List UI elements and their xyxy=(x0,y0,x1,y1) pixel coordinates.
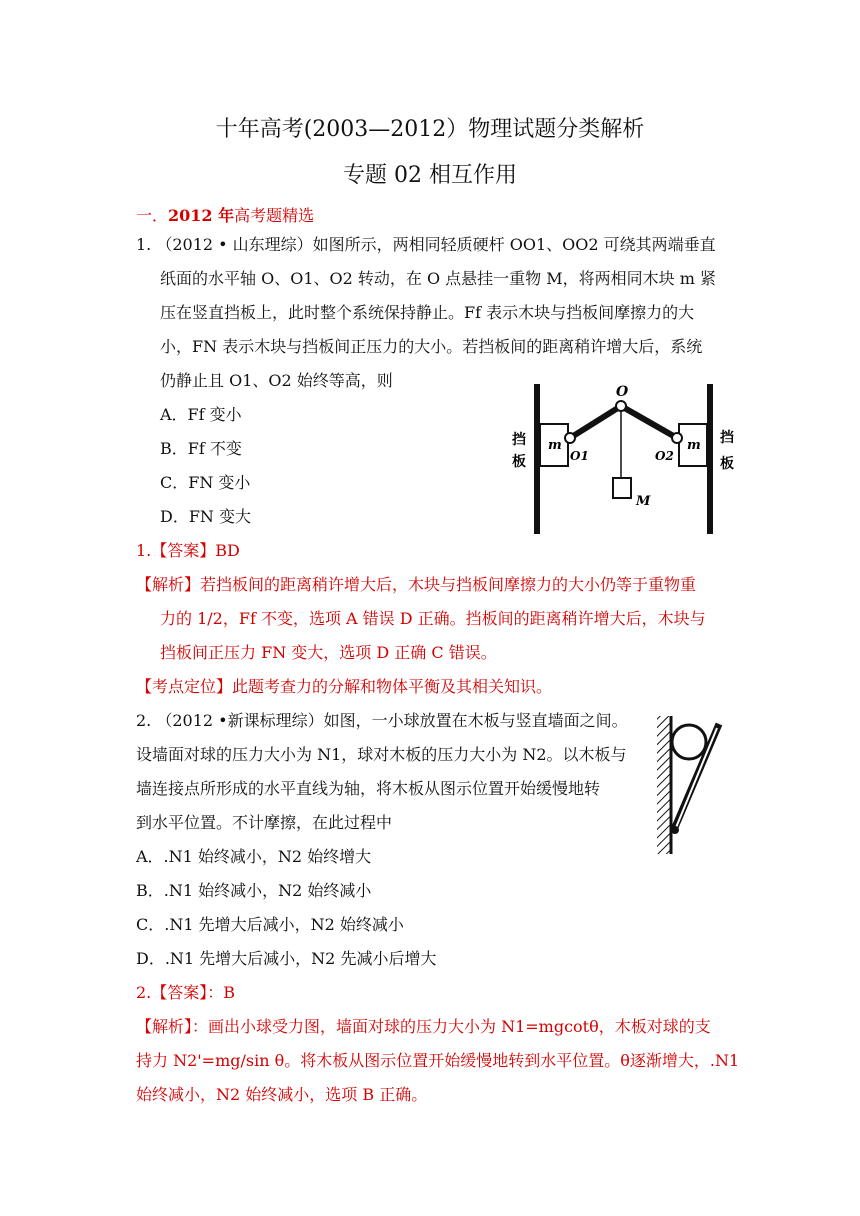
right-rod xyxy=(621,406,677,438)
label-baffle-left-2: 板 xyxy=(512,454,526,470)
q2-option-c: C．.N1 先增大后减小，N2 始终减小 xyxy=(136,915,404,934)
q2-analysis-3: 始终减小，N2 始终减小，选项 B 正确。 xyxy=(136,1085,428,1104)
q2-line-3: 墙连接点所形成的水平直线为轴，将木板从图示位置开始缓慢地转 xyxy=(136,779,601,798)
label-big-m: M xyxy=(636,494,651,509)
q1-line-1: 1. （2012 • 山东理综）如图所示，两相同轻质硬杆 OO1、OO2 可绕其两端垂直 xyxy=(136,235,716,254)
q1-option-a: A．Ff 变小 xyxy=(160,405,242,424)
label-o: O xyxy=(616,384,629,400)
label-m-right: m xyxy=(687,438,701,453)
hinge xyxy=(671,826,679,834)
label-o1: O1 xyxy=(570,449,589,463)
pivot-o xyxy=(616,401,626,411)
q2-line-4: 到水平位置。不计摩擦，在此过程中 xyxy=(136,813,393,832)
document-title: 十年高考(2003—2012）物理试题分类解析 xyxy=(215,117,645,142)
ball xyxy=(672,725,706,759)
q2-analysis-2: 持力 N2'=mg/sin θ。将木板从图示位置开始缓慢地转到水平位置。θ逐渐增大，.N1 xyxy=(136,1051,740,1070)
wall-hatching xyxy=(657,716,671,854)
q2-analysis-1: 【解析】：画出小球受力图，墙面对球的压力大小为 N1=mgcotθ，木板对球的支 xyxy=(136,1017,711,1036)
pivot-o2 xyxy=(672,433,682,443)
topic-title: 专题 02 相互作用 xyxy=(343,163,517,188)
label-baffle-left-1: 挡 xyxy=(512,432,526,448)
q2-figure xyxy=(655,712,735,857)
q1-line-2: 纸面的水平轴 O、O1、O2 转动，在 O 点悬挂一重物 M，将两相同木块 m 紧 xyxy=(160,269,716,288)
q1-line-3: 压在竖直挡板上，此时整个系统保持静止。Ff 表示木块与挡板间摩擦力的大 xyxy=(160,303,695,322)
q1-answer: 1.【答案】BD xyxy=(136,541,240,560)
q1-analysis-3: 挡板间正压力 FN 变大，选项 D 正确 C 错误。 xyxy=(160,643,497,662)
q1-option-b: B．Ff 不变 xyxy=(160,439,242,458)
q1-option-c: C．FN 变小 xyxy=(160,473,251,492)
q1-point: 【考点定位】此题考查力的分解和物体平衡及其相关知识。 xyxy=(136,677,553,696)
label-baffle-right-2: 板 xyxy=(720,456,734,472)
q1-option-d: D．FN 变大 xyxy=(160,507,252,526)
q1-line-4: 小，FN 表示木块与挡板间正压力的大小。若挡板间的距离稍许增大后，系统 xyxy=(160,337,703,356)
q1-analysis-2: 力的 1/2，Ff 不变，选项 A 错误 D 正确。挡板间的距离稍许增大后，木块与 xyxy=(160,609,706,628)
pivot-o1 xyxy=(565,433,575,443)
label-m-left: m xyxy=(548,438,562,453)
label-o2: O2 xyxy=(655,449,674,463)
q2-option-b: B．.N1 始终减小，N2 始终减小 xyxy=(136,881,372,900)
q2-option-a: A．.N1 始终减小，N2 始终增大 xyxy=(136,847,372,866)
q2-line-2: 设墙面对球的压力大小为 N1，球对木板的压力大小为 N2。以木板与 xyxy=(136,745,627,764)
weight-m xyxy=(613,478,631,498)
q2-line-1: 2. （2012 •新课标理综）如图，一小球放置在木板与竖直墙面之间。 xyxy=(136,711,628,730)
label-baffle-right-1: 挡 xyxy=(720,430,734,446)
q2-answer: 2.【答案】：B xyxy=(136,983,236,1002)
section-heading: 一．2012 年高考题精选 xyxy=(136,206,315,225)
q1-line-5: 仍静止且 O1、O2 始终等高，则 xyxy=(160,371,393,390)
q2-option-d: D．.N1 先增大后减小，N2 先减小后增大 xyxy=(136,949,437,968)
q1-analysis-1: 【解析】若挡板间的距离稍许增大后，木块与挡板间摩擦力的大小仍等于重物重 xyxy=(136,575,697,594)
q1-figure xyxy=(500,372,745,537)
left-rod xyxy=(570,406,621,438)
